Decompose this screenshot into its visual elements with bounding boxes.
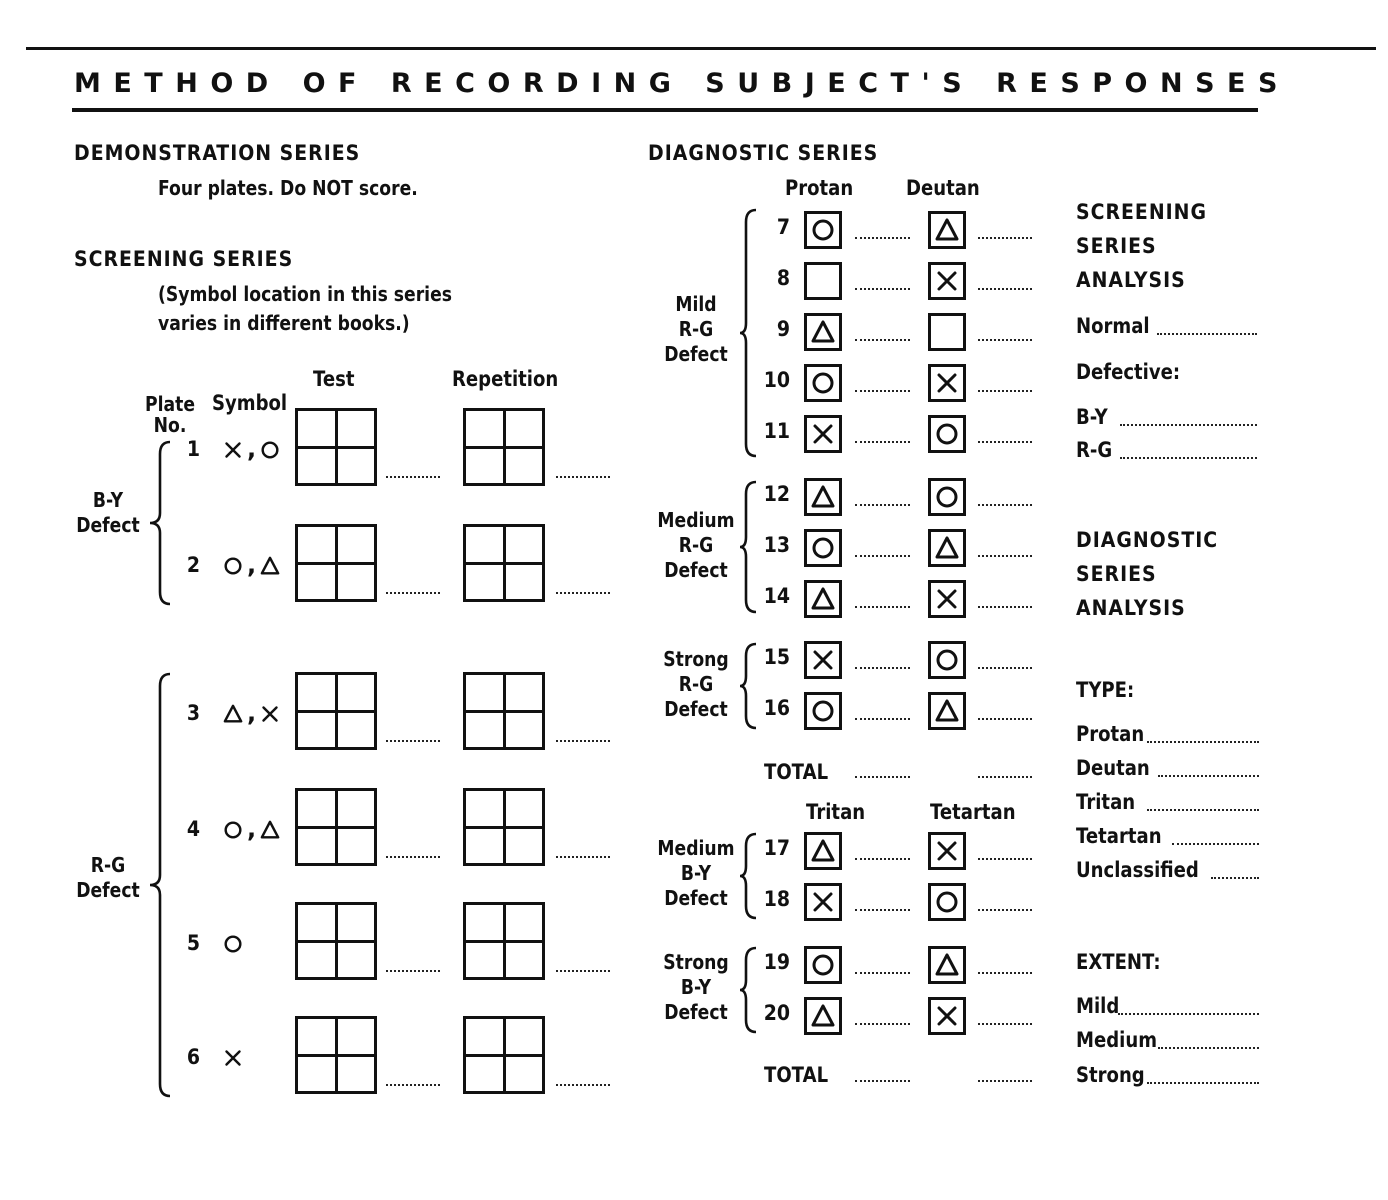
brace-rg (148, 672, 170, 1098)
triangle-icon (807, 835, 839, 871)
group-label-line: Defect (664, 342, 728, 366)
plate-number: 6 (186, 1045, 200, 1069)
plate-10-first-symbol-box[interactable] (804, 364, 842, 402)
circle-icon (931, 481, 963, 517)
demonstration-note: Four plates. Do NOT score. (158, 176, 418, 200)
test-score-line[interactable] (386, 592, 440, 594)
by-line (1120, 424, 1257, 426)
plate-20-second-symbol-box[interactable] (928, 997, 966, 1035)
plate-symbols (220, 701, 283, 733)
col-plate-line2: No. (153, 413, 187, 437)
group-mild-rg (656, 292, 735, 367)
plate-11-second-symbol-box[interactable] (928, 415, 966, 453)
test-response-grid[interactable] (295, 408, 377, 486)
plate-20-second-score-line[interactable] (978, 1023, 1032, 1025)
repetition-score-line[interactable] (556, 1084, 610, 1086)
plate-10-second-symbol-box[interactable] (928, 364, 966, 402)
diagnostic-plate-number: 13 (763, 533, 790, 557)
group-label-line: Medium (657, 836, 735, 860)
symbol-separator: , (247, 699, 257, 727)
plate-12-first-score-line[interactable] (855, 504, 910, 506)
screening-analysis-heading-2: SERIES (1076, 234, 1157, 258)
col-test: Test (313, 367, 355, 391)
plate-18-first-score-line[interactable] (855, 909, 910, 911)
group-rg-line2: Defect (76, 878, 140, 902)
col-plate-no (142, 392, 197, 438)
plate-7-second-score-line[interactable] (978, 237, 1032, 239)
diagnostic-plate-number: 16 (763, 696, 790, 720)
brace-by (148, 440, 170, 606)
col-repetition: Repetition (452, 367, 559, 391)
top-rule (26, 47, 1376, 50)
diagnostic-plate-number: 7 (776, 215, 790, 239)
plate-11-second-score-line[interactable] (978, 441, 1032, 443)
total-label-rg: TOTAL (764, 760, 829, 784)
group-by-defect (75, 488, 140, 538)
test-score-line[interactable] (386, 856, 440, 858)
screening-note-2: varies in different books.) (158, 311, 410, 335)
diagnostic-analysis-heading-2: SERIES (1076, 562, 1157, 586)
plate-14-second-score-line[interactable] (978, 606, 1032, 608)
type-unclassified-line[interactable] (1211, 877, 1259, 879)
plate-14-first-score-line[interactable] (855, 606, 910, 608)
x-icon (931, 265, 963, 301)
plate-16-first-symbol-box[interactable] (804, 692, 842, 730)
circle-icon (931, 418, 963, 454)
plate-7-second-symbol-box[interactable] (928, 211, 966, 249)
repetition-score-line[interactable] (556, 970, 610, 972)
plate-15-second-score-line[interactable] (978, 667, 1032, 669)
plate-number: 3 (186, 701, 200, 725)
circle-icon (257, 437, 283, 463)
repetition-response-grid[interactable] (463, 788, 545, 866)
plate-14-second-symbol-box[interactable] (928, 580, 966, 618)
col-tetartan: Tetartan (930, 800, 1016, 824)
plate-9-second-score-line[interactable] (978, 339, 1032, 341)
triangle-icon (257, 553, 283, 579)
test-score-line[interactable] (386, 740, 440, 742)
title-underline (72, 108, 1258, 112)
rg-line (1120, 457, 1257, 459)
plate-8-first-symbol-box[interactable] (804, 262, 842, 300)
x-icon (931, 835, 963, 871)
group-label-line: Defect (664, 558, 728, 582)
plate-15-first-score-line[interactable] (855, 667, 910, 669)
col-symbol: Symbol (212, 391, 288, 415)
by-label: B-Y (1076, 405, 1108, 429)
plate-13-second-symbol-box[interactable] (928, 529, 966, 567)
diagnostic-plate-number: 8 (776, 266, 790, 290)
diagnostic-plate-number: 10 (763, 368, 790, 392)
test-response-grid[interactable] (295, 1016, 377, 1094)
group-label-line: Strong (663, 647, 729, 671)
plate-number: 2 (186, 553, 200, 577)
symbol-separator: , (247, 551, 257, 579)
repetition-response-grid[interactable] (463, 1016, 545, 1094)
group-by-line1: B-Y (92, 488, 124, 512)
triangle-icon (931, 695, 963, 731)
brace-strong-rg (738, 642, 756, 730)
triangle-icon (807, 583, 839, 619)
type-deutan-line[interactable] (1158, 775, 1259, 777)
plate-17-first-symbol-box[interactable] (804, 832, 842, 870)
x-icon (807, 644, 839, 680)
group-strong-by (656, 950, 735, 1025)
plate-15-second-symbol-box[interactable] (928, 641, 966, 679)
defective-label: Defective: (1076, 360, 1181, 384)
plate-12-first-symbol-box[interactable] (804, 478, 842, 516)
group-label-line: B-Y (680, 861, 712, 885)
type-label: TYPE: (1076, 678, 1135, 702)
circle-icon (931, 886, 963, 922)
plate-19-first-symbol-box[interactable] (804, 946, 842, 984)
brace-mild-rg (738, 208, 756, 458)
x-icon (807, 418, 839, 454)
col-plate-line1: Plate (144, 392, 195, 416)
circle-icon (220, 817, 246, 843)
repetition-response-grid[interactable] (463, 408, 545, 486)
plate-symbols (220, 1045, 246, 1075)
circle-icon (220, 931, 246, 957)
plate-9-first-score-line[interactable] (855, 339, 910, 341)
diagnostic-analysis-heading-1: DIAGNOSTIC (1076, 528, 1219, 552)
circle-icon (807, 532, 839, 568)
diagnostic-plate-number: 15 (763, 645, 790, 669)
diagnostic-plate-number: 20 (763, 1001, 790, 1025)
symbol-separator: , (247, 815, 257, 843)
plate-18-second-symbol-box[interactable] (928, 883, 966, 921)
repetition-response-grid[interactable] (463, 672, 545, 750)
diagnostic-plate-number: 9 (776, 317, 790, 341)
diagnostic-plate-number: 14 (763, 584, 790, 608)
diagnostic-plate-number: 17 (763, 836, 790, 860)
total-by-tetartan-line (978, 1080, 1032, 1082)
group-label-line: R-G (678, 317, 714, 341)
plate-7-first-symbol-box[interactable] (804, 211, 842, 249)
x-icon (220, 1045, 246, 1071)
group-label-line: Defect (664, 886, 728, 910)
circle-icon (931, 644, 963, 680)
col-deutan: Deutan (906, 176, 980, 200)
plate-15-first-symbol-box[interactable] (804, 641, 842, 679)
group-strong-rg (656, 647, 735, 722)
plate-20-first-symbol-box[interactable] (804, 997, 842, 1035)
test-response-grid[interactable] (295, 524, 377, 602)
x-icon (807, 886, 839, 922)
brace-strong-by (738, 946, 756, 1034)
type-deutan-label: Deutan (1076, 756, 1150, 780)
test-response-grid[interactable] (295, 902, 377, 980)
plate-16-first-score-line[interactable] (855, 718, 910, 720)
plate-symbols (220, 437, 283, 469)
x-icon (931, 367, 963, 403)
symbol-separator: , (247, 435, 257, 463)
circle-icon (807, 949, 839, 985)
plate-12-second-score-line[interactable] (978, 504, 1032, 506)
plate-10-first-score-line[interactable] (855, 390, 910, 392)
plate-symbols (220, 817, 283, 849)
total-by-tritan-line (855, 1080, 910, 1082)
group-label-line: Medium (657, 508, 735, 532)
plate-13-second-score-line[interactable] (978, 555, 1032, 557)
type-tetartan-line[interactable] (1172, 843, 1259, 845)
x-icon (931, 1000, 963, 1036)
plate-12-second-symbol-box[interactable] (928, 478, 966, 516)
test-score-line[interactable] (386, 1084, 440, 1086)
group-by-line2: Defect (76, 513, 140, 537)
repetition-response-grid[interactable] (463, 902, 545, 980)
circle-icon (220, 553, 246, 579)
col-protan: Protan (785, 176, 854, 200)
group-label-line: R-G (678, 533, 714, 557)
extent-mild-label: Mild (1076, 994, 1120, 1018)
plate-18-second-score-line[interactable] (978, 909, 1032, 911)
diagnostic-analysis-heading-3: ANALYSIS (1076, 596, 1186, 620)
plate-13-first-score-line[interactable] (855, 555, 910, 557)
x-icon (257, 701, 283, 727)
plate-8-second-score-line[interactable] (978, 288, 1032, 290)
total-rg-deutan-line (978, 776, 1032, 778)
type-unclassified-label: Unclassified (1076, 858, 1199, 882)
extent-label: EXTENT: (1076, 950, 1161, 974)
plate-20-first-score-line[interactable] (855, 1023, 910, 1025)
triangle-icon (807, 481, 839, 517)
plate-18-first-symbol-box[interactable] (804, 883, 842, 921)
x-icon (931, 583, 963, 619)
group-label-line: Defect (664, 1000, 728, 1024)
screening-analysis-heading-1: SCREENING (1076, 200, 1207, 224)
total-rg-protan-line (855, 776, 910, 778)
type-protan-label: Protan (1076, 722, 1145, 746)
diagnostic-plate-number: 12 (763, 482, 790, 506)
plate-14-first-symbol-box[interactable] (804, 580, 842, 618)
plate-16-second-score-line[interactable] (978, 718, 1032, 720)
group-rg-line1: R-G (90, 853, 126, 877)
test-response-grid[interactable] (295, 788, 377, 866)
plate-number: 5 (186, 931, 200, 955)
plate-8-first-score-line[interactable] (855, 288, 910, 290)
type-protan-line[interactable] (1147, 741, 1259, 743)
plate-16-second-symbol-box[interactable] (928, 692, 966, 730)
page-title: METHOD OF RECORDING SUBJECT'S RESPONSES (74, 68, 1290, 99)
triangle-icon (931, 532, 963, 568)
x-icon (220, 437, 246, 463)
screening-analysis-heading-3: ANALYSIS (1076, 268, 1186, 292)
brace-medium-by (738, 832, 756, 920)
plate-19-second-score-line[interactable] (978, 972, 1032, 974)
diagnostic-plate-number: 19 (763, 950, 790, 974)
plate-17-second-symbol-box[interactable] (928, 832, 966, 870)
screening-note-1: (Symbol location in this series (158, 282, 452, 306)
plate-11-first-score-line[interactable] (855, 441, 910, 443)
group-medium-by (656, 836, 735, 911)
group-label-line: Mild (675, 292, 717, 316)
circle-icon (807, 214, 839, 250)
rg-label: R-G (1076, 438, 1113, 462)
triangle-icon (220, 701, 246, 727)
group-label-line: B-Y (680, 975, 712, 999)
extent-medium-line[interactable] (1158, 1047, 1259, 1049)
col-tritan: Tritan (806, 800, 866, 824)
screening-heading: SCREENING SERIES (74, 247, 294, 271)
group-label-line: R-G (678, 672, 714, 696)
plate-9-first-symbol-box[interactable] (804, 313, 842, 351)
plate-9-second-symbol-box[interactable] (928, 313, 966, 351)
extent-mild-line[interactable] (1118, 1013, 1259, 1015)
plate-number: 4 (186, 817, 200, 841)
plate-19-second-symbol-box[interactable] (928, 946, 966, 984)
group-label-line: Strong (663, 950, 729, 974)
normal-line (1157, 333, 1257, 335)
extent-strong-label: Strong (1076, 1063, 1145, 1087)
plate-17-first-score-line[interactable] (855, 858, 910, 860)
diagnostic-plate-number: 11 (763, 419, 790, 443)
circle-icon (807, 367, 839, 403)
group-medium-rg (656, 508, 735, 583)
normal-label: Normal (1076, 314, 1150, 338)
plate-number: 1 (186, 437, 200, 461)
plate-symbols (220, 553, 283, 585)
triangle-icon (807, 1000, 839, 1036)
plate-11-first-symbol-box[interactable] (804, 415, 842, 453)
repetition-score-line[interactable] (556, 740, 610, 742)
repetition-response-grid[interactable] (463, 524, 545, 602)
brace-medium-rg (738, 480, 756, 614)
extent-strong-line[interactable] (1147, 1082, 1259, 1084)
group-rg-defect (75, 853, 140, 903)
test-response-grid[interactable] (295, 672, 377, 750)
plate-17-second-score-line[interactable] (978, 858, 1032, 860)
extent-medium-label: Medium (1076, 1028, 1158, 1052)
triangle-icon (931, 949, 963, 985)
triangle-icon (807, 316, 839, 352)
repetition-score-line[interactable] (556, 476, 610, 478)
diagnostic-plate-number: 18 (763, 887, 790, 911)
repetition-score-line[interactable] (556, 856, 610, 858)
plate-7-first-score-line[interactable] (855, 237, 910, 239)
test-score-line[interactable] (386, 970, 440, 972)
circle-icon (807, 695, 839, 731)
diagnostic-heading: DIAGNOSTIC SERIES (648, 141, 879, 165)
plate-13-first-symbol-box[interactable] (804, 529, 842, 567)
type-tetartan-label: Tetartan (1076, 824, 1162, 848)
total-label-by: TOTAL (764, 1063, 829, 1087)
group-label-line: Defect (664, 697, 728, 721)
demonstration-heading: DEMONSTRATION SERIES (74, 141, 361, 165)
test-score-line[interactable] (386, 476, 440, 478)
triangle-icon (931, 214, 963, 250)
plate-8-second-symbol-box[interactable] (928, 262, 966, 300)
type-tritan-label: Tritan (1076, 790, 1136, 814)
plate-symbols (220, 931, 246, 961)
type-tritan-line[interactable] (1147, 809, 1259, 811)
triangle-icon (257, 817, 283, 843)
repetition-score-line[interactable] (556, 592, 610, 594)
plate-10-second-score-line[interactable] (978, 390, 1032, 392)
plate-19-first-score-line[interactable] (855, 972, 910, 974)
